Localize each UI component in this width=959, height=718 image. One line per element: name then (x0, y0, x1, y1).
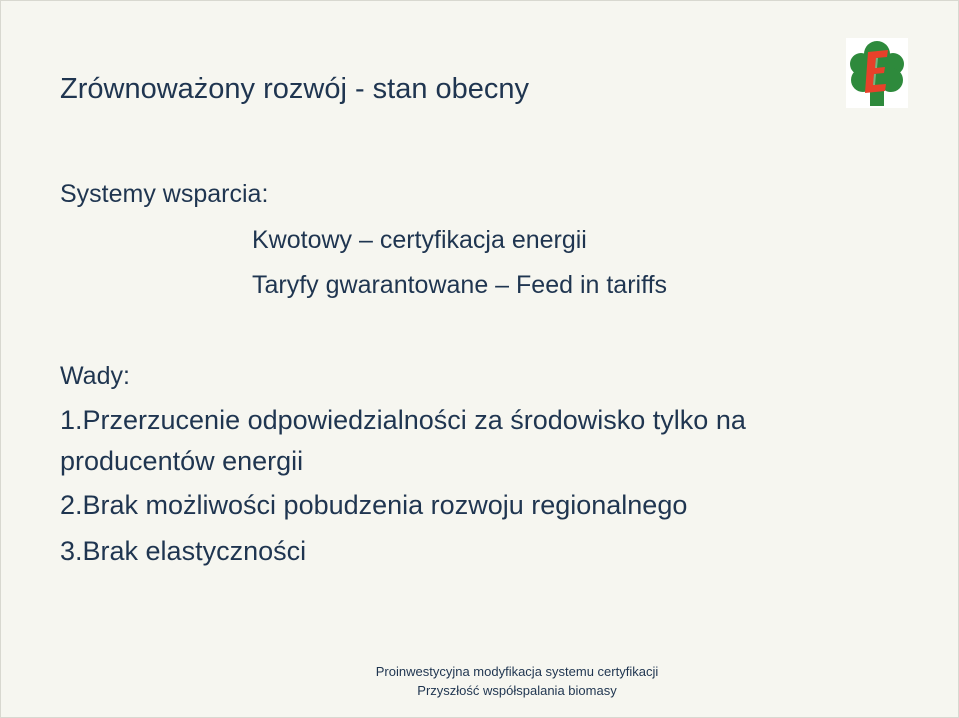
defect-item-1: 1.Przerzucenie odpowiedzialności za środowisko tylko na (60, 405, 746, 435)
slide-title: Zrównoważony rozwój - stan obecny (60, 73, 530, 105)
footer-line-1: Proinwestycyjna modyfikacja systemu certyfikacji (375, 664, 659, 679)
defect-item-3: 3.Brak elastyczności (60, 536, 307, 566)
footer-line-2: Przyszłość współspalania biomasy (417, 683, 617, 698)
defect-item-1-continued: producentów energii (60, 446, 304, 476)
defects-header: Wady: (60, 362, 130, 390)
support-item-feed-in: Taryfy gwarantowane – Feed in tariffs (252, 271, 668, 299)
support-systems-header: Systemy wsparcia: (60, 180, 269, 208)
defect-item-2: 2.Brak możliwości pobudzenia rozwoju regionalnego (60, 490, 688, 520)
tree-e-logo-icon (846, 38, 908, 108)
support-item-quota: Kwotowy – certyfikacja energii (252, 226, 587, 254)
